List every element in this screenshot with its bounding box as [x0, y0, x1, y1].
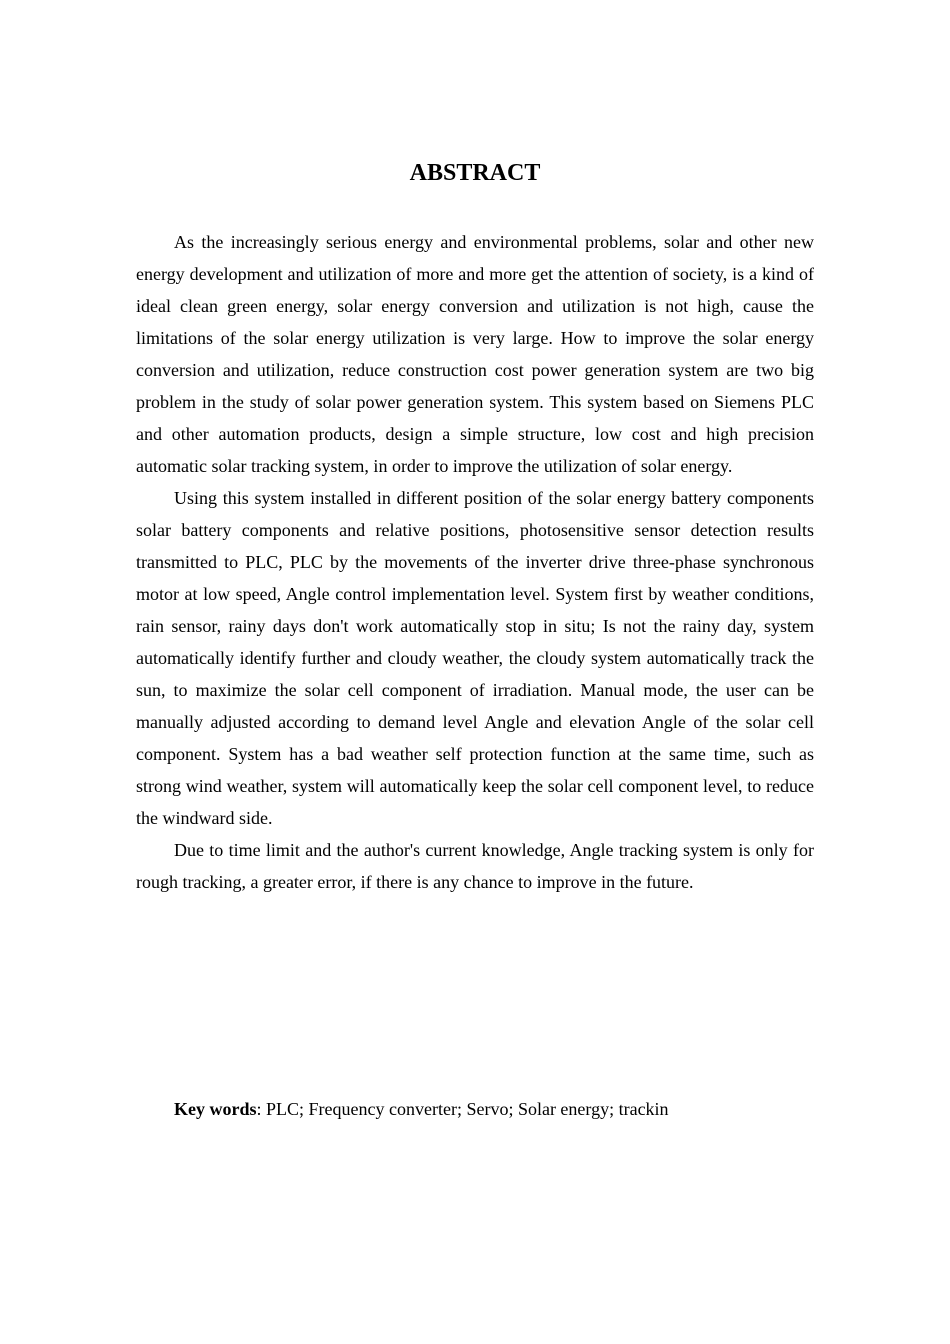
keywords-label: Key words: [174, 1099, 257, 1119]
abstract-paragraph-3: Due to time limit and the author's current knowledge, Angle tracking system is only for rough tracking, a greater error, if there is any chance to improve in the future.: [136, 840, 814, 892]
page-title: ABSTRACT: [409, 160, 541, 186]
keywords-line: [174, 1093, 814, 1125]
abstract-paragraph-1: As the increasingly serious energy and environmental problems, solar and other new energy development and utilization of more and more get the attention of society, is a kind of ideal clean green energy, solar energy conversion and utilization is not high, cause the limitations of the solar energy utilization is very large. How to improve the solar energy conversion and utilization, reduce construction cost power generation system are two big problem in the study of solar power generation system. This system based on Siemens PLC and other automation products, design a simple structure, low cost and high precision automatic solar tracking system, in order to improve the utilization of solar energy.: [136, 232, 814, 476]
abstract-paragraph-2: Using this system installed in different position of the solar energy battery components solar battery components and relative positions, photosensitive sensor detection results transmitted to PLC, PLC by the movements of the inverter drive three-phase synchronous motor at low speed, Angle control implementation level. System first by weather conditions, rain sensor, rainy days don't work automatically stop in situ; Is not the rainy day, system automatically identify further and cloudy weather, the cloudy system automatically track the sun, to maximize the solar cell component of irradiation. Manual mode, the user can be manually adjusted according to demand level Angle and elevation Angle of the solar cell component. System has a bad weather self protection function at the same time, such as strong wind weather, system will automatically keep the solar cell component level, to reduce the windward side.: [136, 488, 814, 828]
abstract-body: [136, 226, 814, 898]
keywords-value: : PLC; Frequency converter; Servo; Solar energy; trackin: [256, 1099, 669, 1119]
